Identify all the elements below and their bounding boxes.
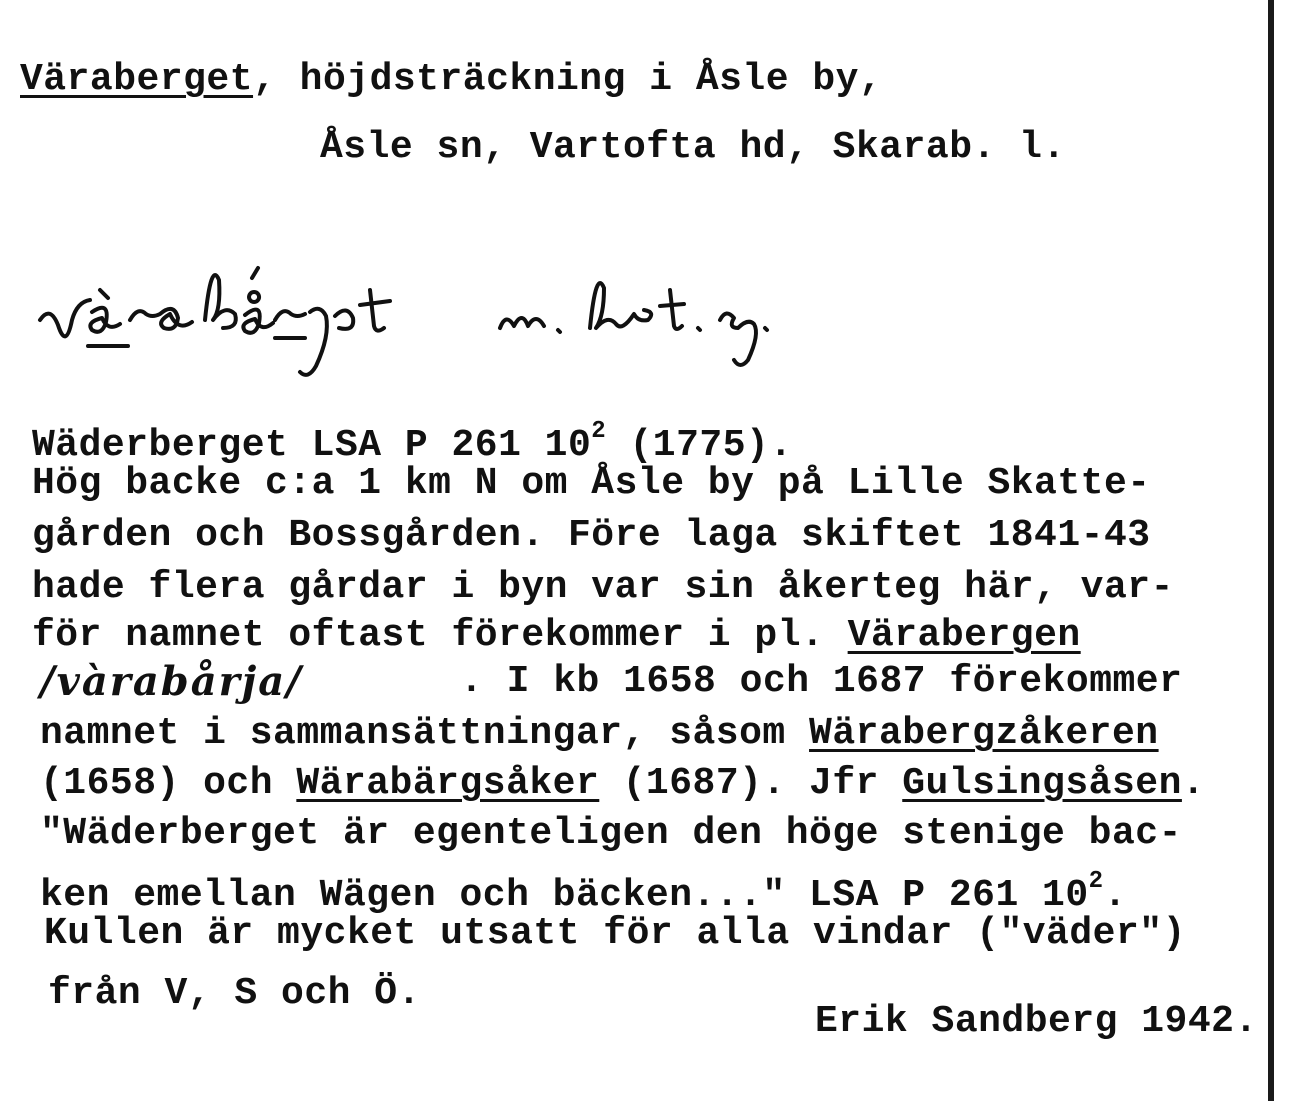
body-line-2: Hög backe c:a 1 km N om Åsle by på Lille Skatte- <box>32 462 1151 505</box>
body-line-4: hade flera gårdar i byn var sin åkerteg här, var- <box>32 566 1174 609</box>
variant-name-varabergen: Värabergen <box>847 614 1081 657</box>
body-line-9: "Wäderberget är egenteligen den höge stenige bac- <box>40 812 1182 855</box>
variant-name-warabargsaker: Wärabärgsåker <box>296 762 600 805</box>
citation-superscript-2: 2 <box>1088 868 1104 895</box>
headword: Väraberget <box>20 58 254 101</box>
body-line-8 <box>40 762 1205 806</box>
body-line-6-text: . I kb 1658 och 1687 förekommer <box>460 660 1183 703</box>
body-line-7 <box>40 712 1159 756</box>
body-line-7-text: namnet i sammansättningar, såsom <box>40 712 810 755</box>
body-line-8-text-b: (1687). Jfr <box>599 762 903 805</box>
citation-superscript: 2 <box>591 418 607 445</box>
body-line-3: gården och Bossgården. Före laga skiftet 1841-43 <box>32 514 1151 557</box>
body-line-10-end: . <box>1103 874 1127 917</box>
body-line-1 <box>32 410 793 468</box>
heading-description: , höjdsträckning i Åsle by, <box>253 58 883 101</box>
body-line-5-text: för namnet oftast förekommer i pl. <box>32 614 848 657</box>
handwritten-variant <box>40 660 460 704</box>
signature: Erik Sandberg 1942. <box>815 1000 1258 1043</box>
body-line-10-text: ken emellan Wägen och bäcken..." LSA P 261 10 <box>40 874 1089 917</box>
variant-name-warabergzakeren: Wärabergzåkeren <box>809 712 1159 755</box>
heading-line-1 <box>20 58 882 102</box>
handwritten-pronunciation <box>30 250 1030 380</box>
body-line-10 <box>40 860 1127 918</box>
body-line-11: Kullen är mycket utsatt för alla vindar ("väder") <box>44 912 1186 955</box>
body-line-8-text-c: . <box>1181 762 1206 805</box>
body-line-6 <box>40 660 1182 704</box>
card-right-edge <box>1268 0 1274 1101</box>
cross-reference-gulsingsasen: Gulsingsåsen <box>902 762 1182 805</box>
body-line-8-text-a: (1658) och <box>40 762 297 805</box>
body-line-12: från V, S och Ö. <box>48 972 421 1015</box>
citation-year: (1775). <box>606 424 793 467</box>
source-citation: Wäderberget LSA P 261 10 <box>32 424 592 467</box>
heading-line-2: Åsle sn, Vartofta hd, Skarab. l. <box>320 126 1066 169</box>
handwritten-variant-text: /vàrabårja/ <box>40 658 303 705</box>
body-line-5 <box>32 614 1081 658</box>
